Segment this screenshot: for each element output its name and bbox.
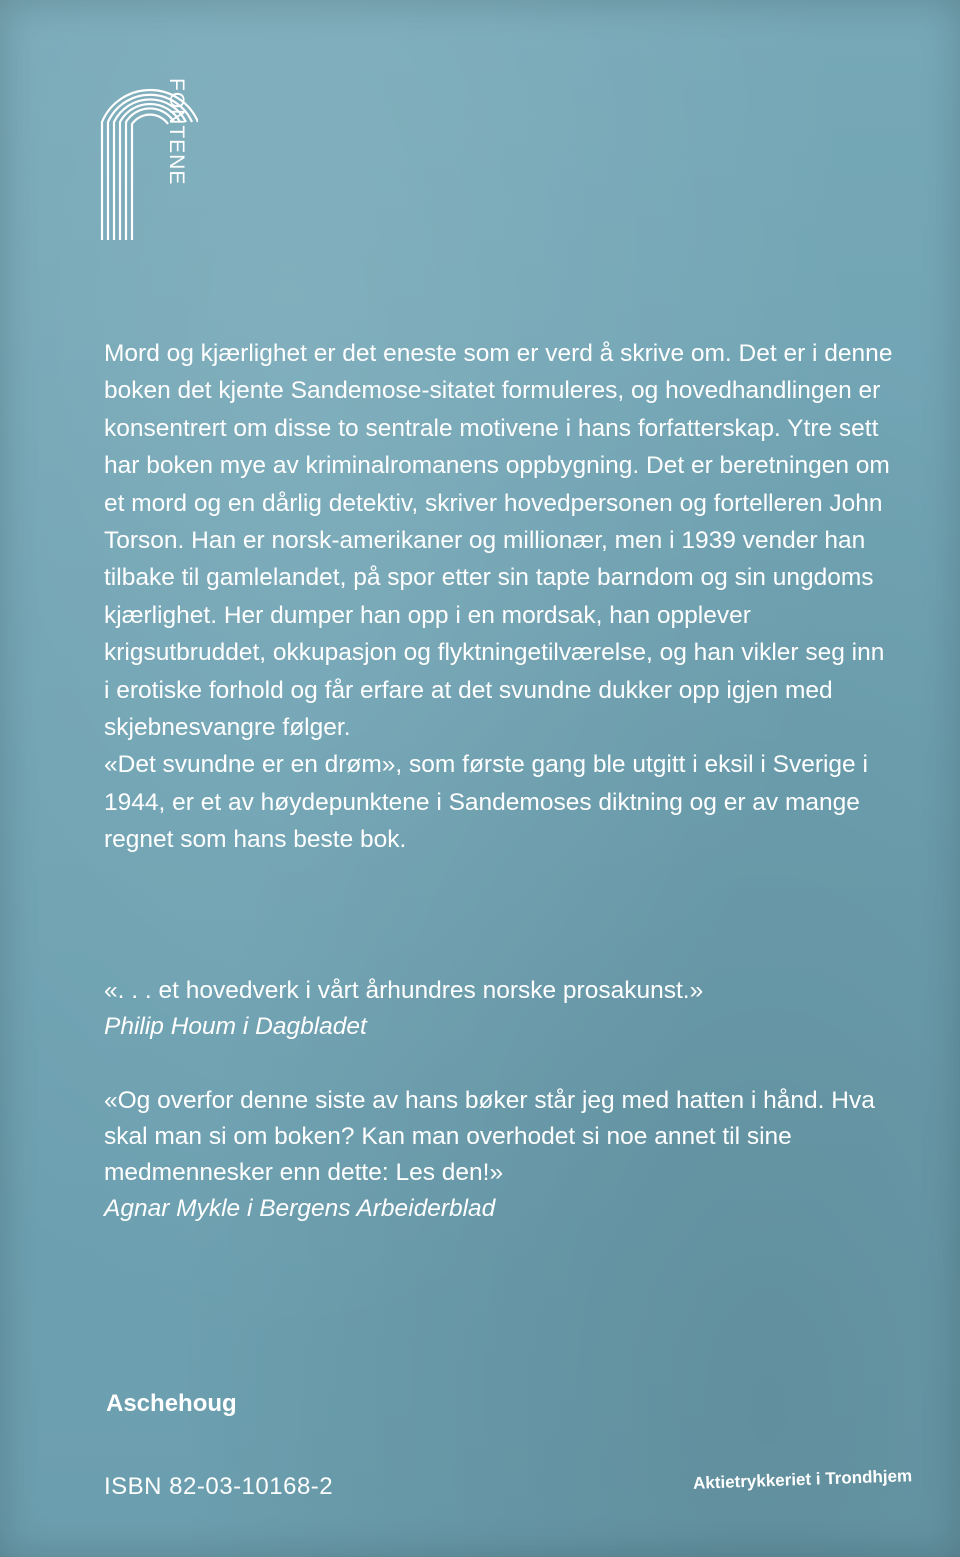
publisher-name: Aschehoug xyxy=(106,1390,237,1417)
series-name: FONTENE xyxy=(165,78,188,186)
review-attribution: Philip Houm i Dagbladet xyxy=(104,1013,367,1040)
isbn-number: ISBN 82-03-10168-2 xyxy=(104,1473,334,1500)
book-description xyxy=(104,335,894,859)
description-paragraph: Mord og kjærlighet er det eneste som er verd å skrive om. Det er i denne boken det kjente Sandemose-sitatet formuleres, og hovedhandlingen er konsentrert om disse to sentrale motivene i hans forfatterskap. Ytre sett har boken mye av kriminalromanens oppbygning. Det er beretningen om et mord og en dårlig detektiv, skriver hovedpersonen og fortelleren John Torson. Han er norsk-amerikaner og millionær, men i 1939 vender han tilbake til gamlelandet, på spor etter sin tapte barndom og sin ungdoms kjærlighet. Her dumper han opp i en mordsak, han opplever krigsutbruddet, okkupasjon og flyktningetilværelse, og han vikler seg inn i erotiske forhold og får erfare at det svundne dukker opp igjen med skjebnesvangre følger. xyxy=(104,340,893,742)
printer-credit: Aktietrykkeriet i Trondhjem xyxy=(692,1466,913,1493)
description-paragraph: «Det svundne er en drøm», som første gang ble utgitt i eksil i Sverige i 1944, er et av høydepunktene i Sandemoses diktning og er av mange regnet som hans beste bok. xyxy=(104,751,868,854)
review-quote xyxy=(104,1083,894,1227)
review-quote xyxy=(104,973,894,1045)
review-attribution: Agnar Mykle i Bergens Arbeiderblad xyxy=(104,1195,496,1222)
review-text: «Og overfor denne siste av hans bøker står jeg med hatten i hånd. Hva skal man si om boken? Kan man overhodet si noe annet til sine medmennesker enn dette: Les den!» xyxy=(104,1087,875,1186)
review-text: «. . . et hovedverk i vårt århundres norske prosakunst.» xyxy=(104,977,704,1004)
